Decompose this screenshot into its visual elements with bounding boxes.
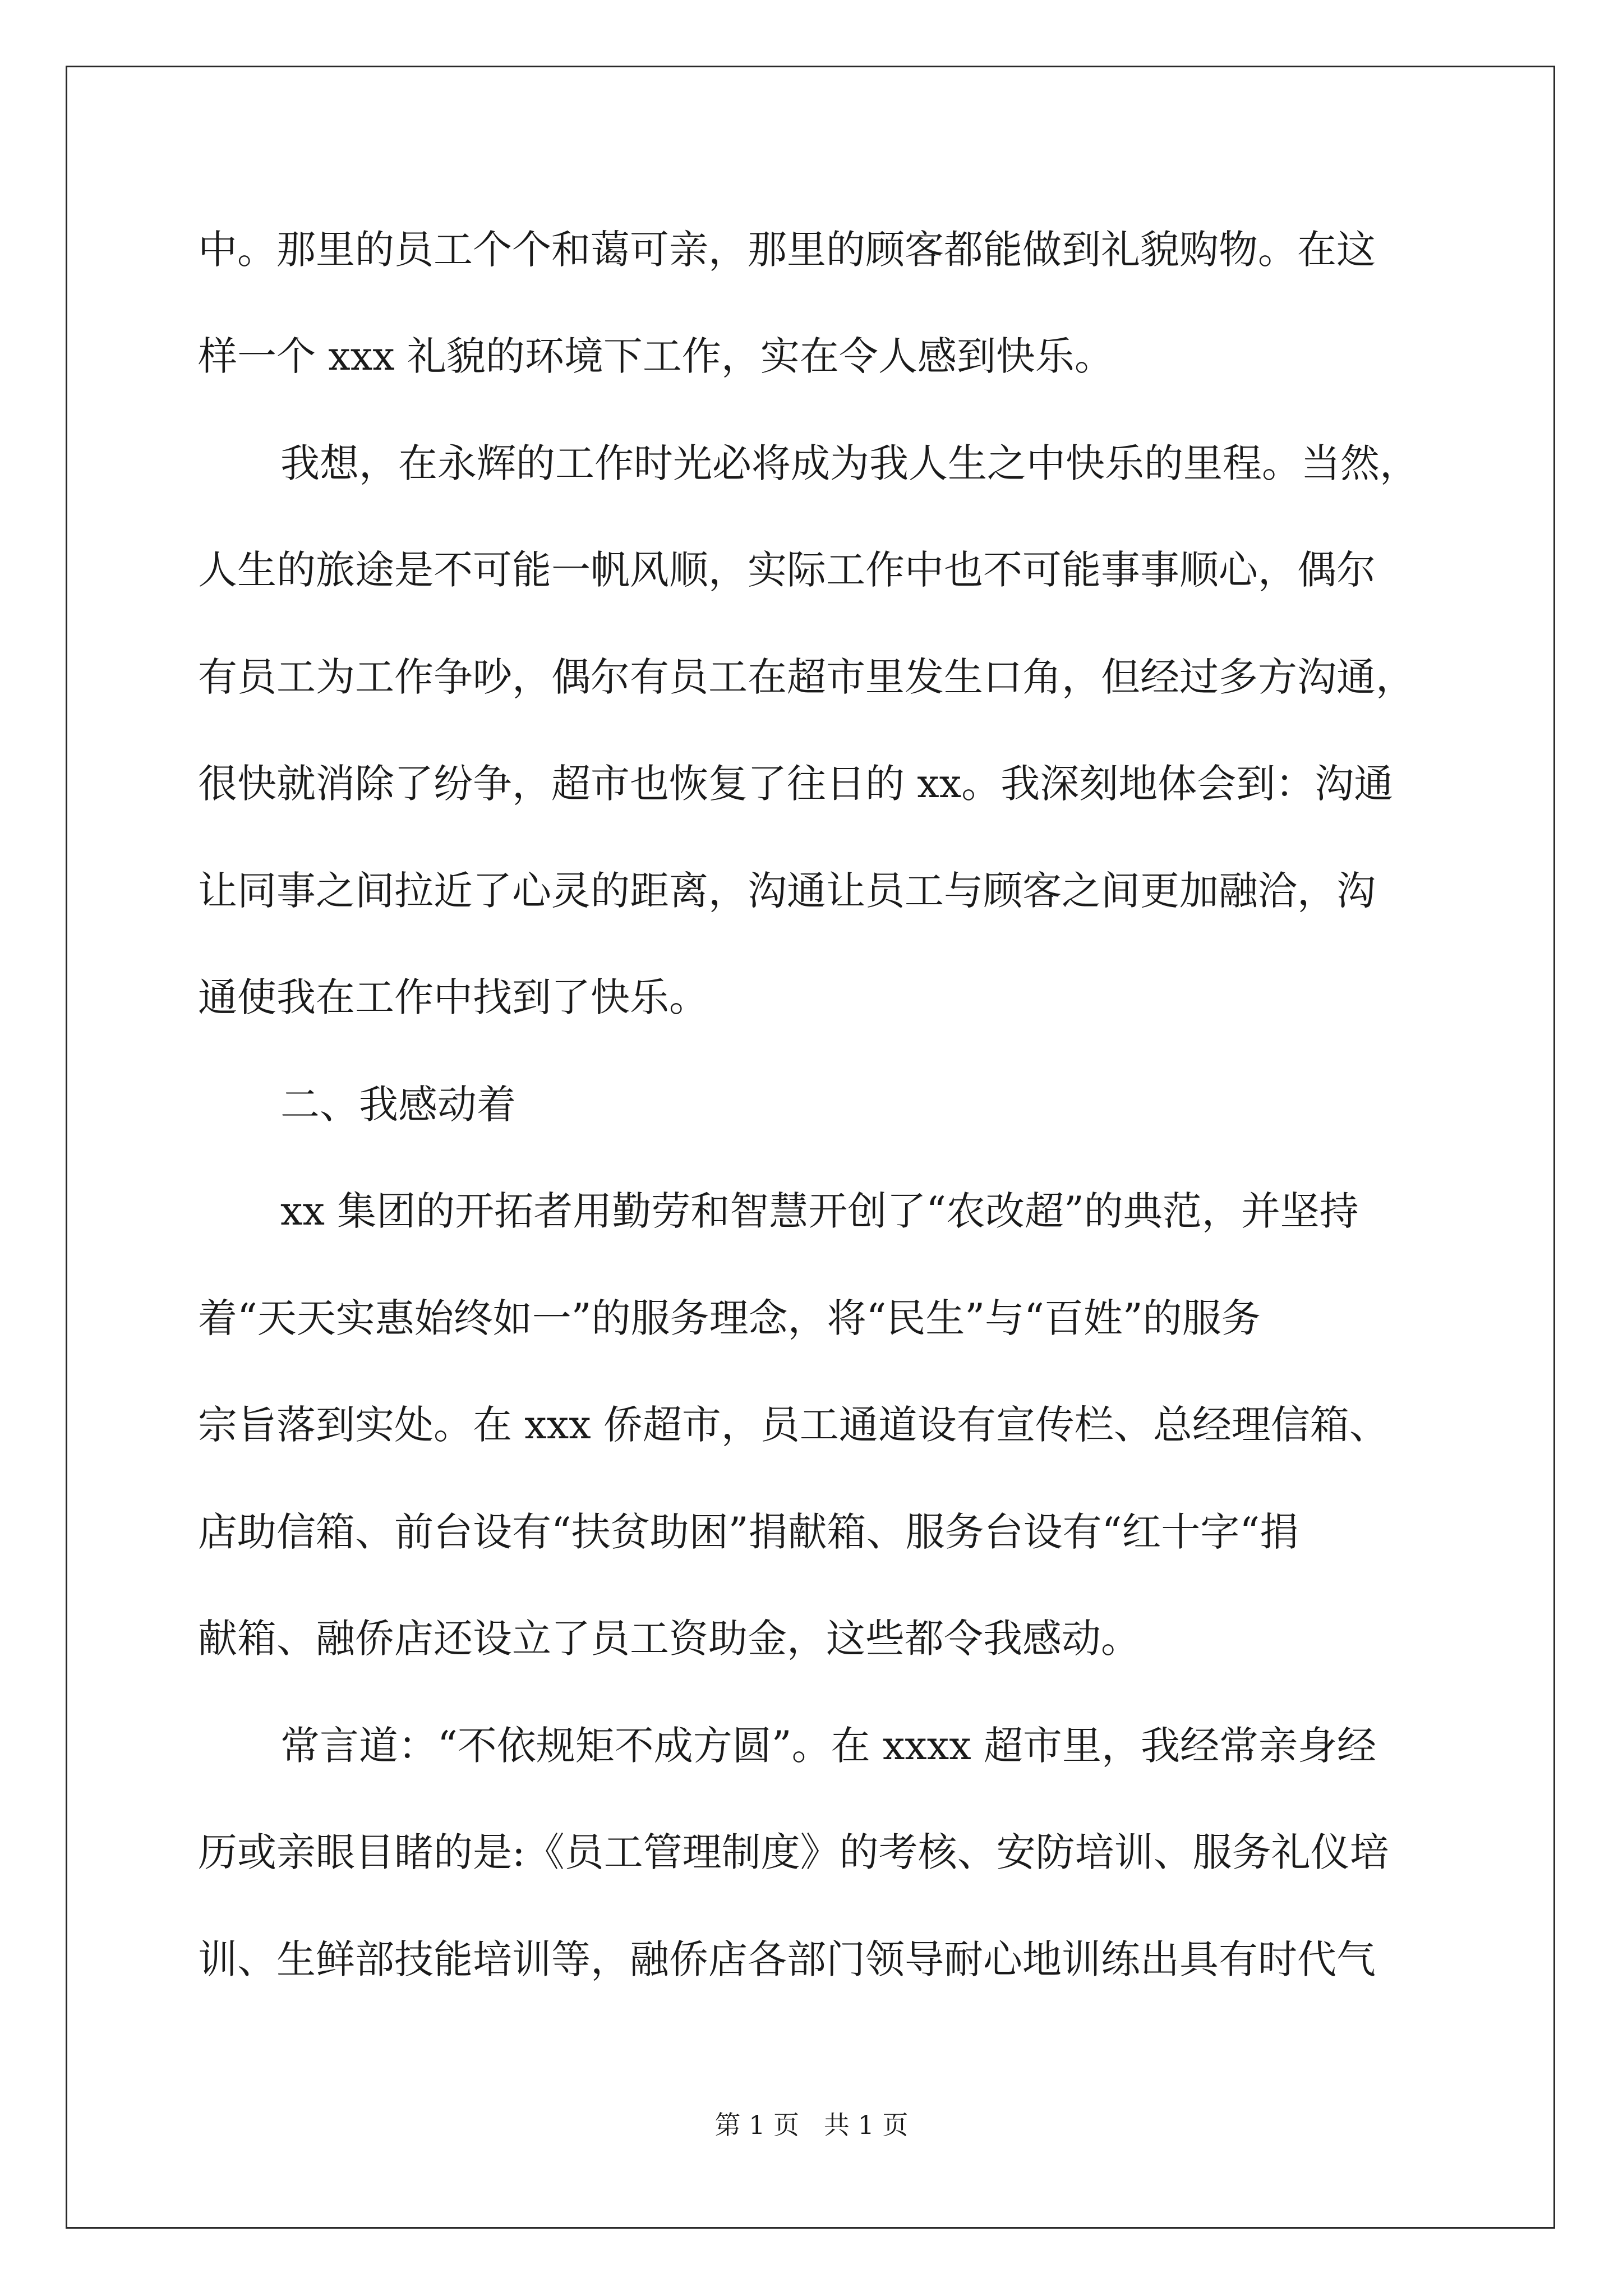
text-line: 历或亲眼目睹的是:《员工管理制度》的考核、安防培训、服务礼仪培 (198, 1829, 1389, 1875)
text-line: 很快就消除了纷争，超市也恢复了往日的 xx。我深刻地体会到：沟通 (198, 761, 1394, 807)
text-line: 训、生鲜部技能培训等，融侨店各部门领导耐心地训练出具有时代气 (198, 1936, 1376, 1982)
text-line: 宗旨落到实处。在 xxx 侨超市，员工通道设有宣传栏、总经理信箱、 (198, 1402, 1389, 1448)
text-line: 献箱、融侨店还设立了员工资助金，这些都令我感动。 (198, 1616, 1140, 1662)
text-line: xx 集团的开拓者用勤劳和智慧开创了“农改超”的典范，并坚持 (280, 1188, 1359, 1234)
text-line: 让同事之间拉近了心灵的距离，沟通让员工与顾客之间更加融洽，沟 (198, 868, 1376, 914)
text-line: 样一个 xxx 礼貌的环境下工作，实在令人感到快乐。 (198, 333, 1114, 379)
text-line: 有员工为工作争吵，偶尔有员工在超市里发生口角，但经过多方沟通， (198, 654, 1415, 700)
text-line: 我想，在永辉的工作时光必将成为我人生之中快乐的里程。当然， (280, 440, 1419, 486)
section-heading: 二、我感动着 (280, 1082, 516, 1128)
text-line: 店助信箱、前台设有“扶贫助困”捐献箱、服务台设有“红十字“捐 (198, 1509, 1299, 1555)
text-line: 常言道：“不依规矩不成方圆”。在 xxxx 超市里，我经常亲身经 (280, 1723, 1376, 1769)
text-line: 通使我在工作中找到了快乐。 (198, 974, 708, 1020)
page-border (66, 66, 1555, 2229)
page-footer: 第 1 页 共 1 页 (714, 2110, 909, 2140)
text-line: 中。那里的员工个个和蔼可亲，那里的顾客都能做到礼貌购物。在这 (198, 227, 1376, 273)
text-line: 人生的旅途是不可能一帆风顺，实际工作中也不可能事事顺心，偶尔 (198, 547, 1376, 593)
text-line: 着“天天实惠始终如一”的服务理念，将“民生”与“百姓”的服务 (198, 1295, 1261, 1341)
